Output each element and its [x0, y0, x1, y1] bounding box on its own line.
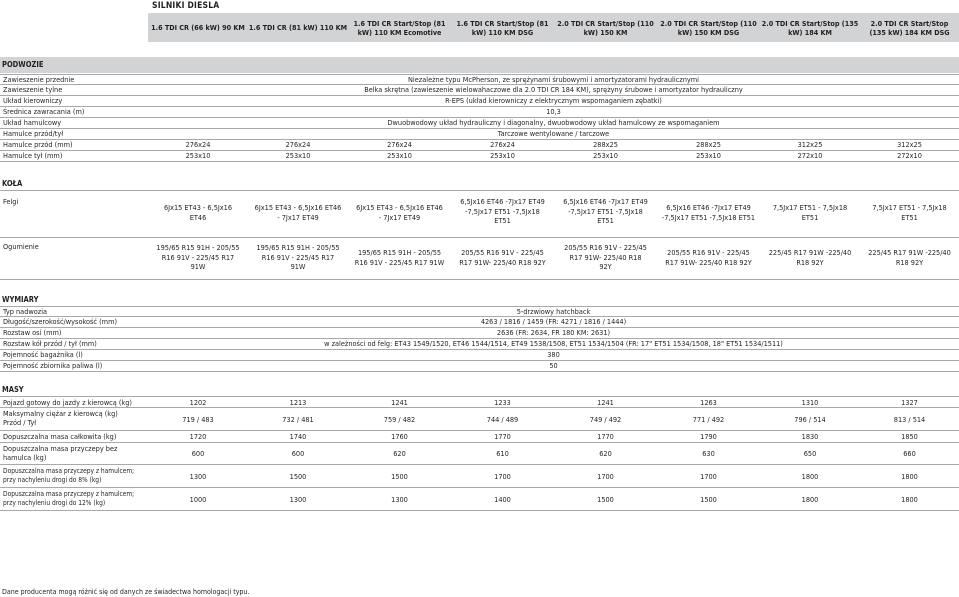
- mass-cell: 1720: [189, 432, 207, 441]
- brake-cell: 253x10: [696, 151, 721, 160]
- mass-cell: 719 / 483: [182, 415, 214, 424]
- mass-cell: 1800: [901, 495, 918, 504]
- mass-cell: 1300: [391, 495, 408, 504]
- mass-cell: 1213: [289, 398, 307, 407]
- brake-cell: 276x24: [490, 140, 515, 149]
- engine-column-header: 1.6 TDI CR Start/Stop (81 kW) 110 KM Ecomotive: [353, 18, 446, 37]
- tyre-cell: 225/45 R17 91W -225/40 R18 92Y: [868, 248, 951, 267]
- row-label: Zawieszenie przednie: [3, 75, 75, 84]
- engine-column-header: 2.0 TDI CR Start/Stop (135 kW) 184 KM: [761, 18, 859, 37]
- tyre-cell: 205/55 R16 91V - 225/45 R17 91W- 225/40 R18 92Y: [665, 248, 752, 267]
- row-label: Felgi: [3, 197, 19, 206]
- mass-cell: 1000: [189, 495, 207, 504]
- engines-header-title: SILNIKI DIESLA: [152, 1, 220, 11]
- mass-row: [0, 396, 959, 408]
- mass-cell: 1700: [494, 472, 511, 481]
- dimension-row: [0, 306, 959, 317]
- tyre-cell: 195/65 R15 91H - 205/55 R16 91V - 225/45 R17 91W: [354, 248, 445, 267]
- mass-cell: 1790: [700, 432, 717, 441]
- mass-row: [0, 443, 959, 465]
- dimension-row: [0, 328, 959, 339]
- row-label: Układ kierowniczy: [3, 96, 63, 105]
- mass-cell: 749 / 492: [589, 415, 622, 424]
- mass-cell: 1700: [700, 472, 717, 481]
- mass-cell: 600: [291, 449, 305, 458]
- engine-column-header: 1.6 TDI CR Start/Stop (81 kW) 110 KM DSG: [456, 18, 549, 37]
- mass-cell: 1800: [901, 472, 918, 481]
- row-value: R-EPS (układ kierowniczy z elektrycznym wspomaganiem zębatki): [445, 96, 662, 105]
- mass-cell: 1770: [597, 432, 614, 441]
- brake-cell: 253x10: [387, 151, 412, 160]
- mass-cell: 1700: [597, 472, 614, 481]
- mass-cell: 1800: [801, 495, 819, 504]
- mass-row: [0, 488, 959, 511]
- brake-cell: 312x25: [797, 140, 823, 149]
- dimension-row: [0, 317, 959, 328]
- engine-column-header: 1.6 TDI CR (66 kW) 90 KM: [151, 23, 245, 32]
- brake-cell: 253x10: [593, 151, 618, 160]
- brake-cell: 253x10: [490, 151, 515, 160]
- mass-cell: 1770: [494, 432, 511, 441]
- mass-cell: 1327: [901, 398, 918, 407]
- row-label: Dopuszczalna masa przyczepy z hamulcem; przy nachyleniu drogi do 12% (kg): [3, 490, 135, 507]
- dimension-row: [0, 361, 959, 372]
- row-label: Pojazd gotowy do jazdy z kierowcą (kg): [3, 398, 132, 407]
- row-label: Typ nadwozia: [3, 307, 48, 316]
- brake-cell: 276x24: [387, 140, 412, 149]
- row-label: Rozstaw kół przód / tył (mm): [3, 339, 97, 348]
- spec-row: [0, 118, 959, 129]
- brake-cell: 253x10: [285, 151, 311, 160]
- rim-cell: 6,5Jx16 ET46 -7Jx17 ET49 -7,5Jx17 ET51 -7,5Jx18 ET51: [460, 197, 545, 225]
- rim-cell: 6Jx15 ET43 - 6,5Jx16 ET46 - 7Jx17 ET49: [254, 203, 342, 222]
- row-value: Belka skrętna (zawieszenie wielowahaczowe dla 2.0 TDI CR 184 KM), sprężyny śrubowe i amortyzator hydrauliczny: [364, 85, 743, 94]
- mass-cell: 660: [903, 449, 916, 458]
- dimension-row: [0, 350, 959, 361]
- mass-cell: 1241: [391, 398, 408, 407]
- section-title: KOŁA: [2, 179, 23, 188]
- mass-cell: 1500: [700, 495, 717, 504]
- brake-row: [0, 151, 959, 162]
- mass-cell: 620: [393, 449, 406, 458]
- row-label: Ogumienie: [3, 242, 39, 251]
- mass-cell: 1400: [494, 495, 511, 504]
- row-label: Układ hamulcowy: [3, 118, 62, 127]
- row-value: 380: [547, 350, 560, 359]
- wheel-row: [0, 190, 959, 238]
- row-value: 5-drzwiowy hatchback: [516, 307, 591, 316]
- brake-cell: 272x10: [897, 151, 922, 160]
- mass-cell: 620: [599, 449, 612, 458]
- engine-column-header: 1.6 TDI CR (81 kW) 110 KM: [248, 23, 348, 32]
- brake-cell: 276x24: [185, 140, 211, 149]
- engine-column-header: 2.0 TDI CR Start/Stop (110 kW) 150 KM: [557, 18, 654, 37]
- mass-cell: 1850: [901, 432, 918, 441]
- mass-cell: 1760: [391, 432, 408, 441]
- mass-cell: 771 / 492: [692, 415, 725, 424]
- tyre-cell: 195/65 R15 91H - 205/55 R16 91V - 225/45 R17 91W: [156, 243, 240, 271]
- row-value: Tarczowe wentylowane / tarczowe: [497, 129, 610, 138]
- row-label: Dopuszczalna masa przyczepy bez hamulca (kg): [3, 444, 118, 462]
- row-label: Hamulce przód (mm): [3, 140, 73, 149]
- row-label: Zawieszenie tylne: [3, 85, 63, 94]
- spec-row: [0, 129, 959, 140]
- mass-cell: 1830: [801, 432, 819, 441]
- mass-cell: 1241: [597, 398, 614, 407]
- tyre-cell: 205/55 R16 91V - 225/45 R17 91W- 225/40 R18 92Y: [459, 248, 546, 267]
- brake-cell: 253x10: [185, 151, 211, 160]
- mass-cell: 1263: [700, 398, 717, 407]
- rim-cell: 7,5Jx17 ET51 - 7,5Jx18 ET51: [772, 203, 848, 222]
- mass-row: [0, 431, 959, 443]
- mass-cell: 732 / 481: [282, 415, 314, 424]
- footnote: Dane producenta mogą różnić się od danych ze świadectwa homologacji typu.: [2, 588, 250, 596]
- mass-cell: 1310: [801, 398, 819, 407]
- mass-cell: 1300: [189, 472, 207, 481]
- mass-cell: 796 / 514: [794, 415, 826, 424]
- row-value: 2636 (FR: 2634, FR 180 KM: 2631): [496, 328, 611, 337]
- row-label: Dopuszczalna masa całkowita (kg): [3, 432, 117, 441]
- rim-cell: 7,5Jx17 ET51 - 7,5Jx18 ET51: [872, 203, 947, 222]
- rim-cell: 6,5Jx16 ET46 -7Jx17 ET49 -7,5Jx17 ET51 -7,5Jx18 ET51: [563, 197, 648, 225]
- section-title: WYMIARY: [2, 295, 39, 304]
- row-label: Długość/szerokość/wysokość (mm): [3, 317, 118, 326]
- row-value: 50: [549, 361, 558, 370]
- mass-cell: 744 / 489: [486, 415, 519, 424]
- row-label: Dopuszczalna masa przyczepy z hamulcem; przy nachyleniu drogi do 8% (kg): [3, 467, 135, 484]
- brake-cell: 276x24: [285, 140, 311, 149]
- row-value: Dwuobwodowy układ hydrauliczny i diagonalny, dwuobwodowy układ hamulcowy ze wspomaganiem: [387, 118, 720, 127]
- mass-cell: 1740: [289, 432, 307, 441]
- mass-cell: 610: [496, 449, 509, 458]
- tyre-cell: 195/65 R15 91H - 205/55 R16 91V - 225/45 R17 91W: [256, 243, 340, 271]
- engine-column-header: 2.0 TDI CR Start/Stop (135 kW) 184 KM DSG: [869, 18, 950, 37]
- rim-cell: 6Jx15 ET43 - 6,5Jx16 ET46 - 7Jx17 ET49: [356, 203, 443, 222]
- mass-cell: 1500: [289, 472, 307, 481]
- tyre-cell: 205/55 R16 91V - 225/45 R17 91W- 225/40 R18 92Y: [564, 243, 647, 271]
- brake-cell: 272x10: [797, 151, 823, 160]
- spec-row: [0, 107, 959, 118]
- mass-cell: 600: [191, 449, 205, 458]
- row-label: Średnica zawracania (m): [3, 107, 85, 116]
- mass-cell: 1500: [597, 495, 614, 504]
- dimension-row: [0, 339, 959, 350]
- row-label: Pojemność zbiornika paliwa (l): [3, 361, 103, 370]
- mass-row: [0, 465, 959, 488]
- tyre-cell: 225/45 R17 91W -225/40 R18 92Y: [768, 248, 852, 267]
- mass-cell: 1202: [189, 398, 207, 407]
- mass-row: [0, 408, 959, 431]
- brake-cell: 312x25: [897, 140, 922, 149]
- mass-cell: 630: [702, 449, 715, 458]
- brake-cell: 288x25: [593, 140, 618, 149]
- spec-row: [0, 85, 959, 96]
- row-value: w zależności od felg: ET43 1549/1520, ET46 1544/1514, ET49 1538/1508, ET51 1534/1504 (FR: 17" ET51 1534/1508, 18" ET51 1534/1511): [324, 339, 783, 348]
- rim-cell: 6Jx15 ET43 - 6,5Jx16 ET46: [163, 203, 233, 222]
- mass-cell: 1233: [494, 398, 511, 407]
- brake-cell: 288x25: [696, 140, 721, 149]
- row-value: Niezależne typu McPherson, ze sprężynami śrubowymi i amortyzatorami hydraulicznymi: [408, 75, 699, 84]
- mass-cell: 1800: [801, 472, 819, 481]
- row-label: Rozstaw osi (mm): [3, 328, 62, 337]
- mass-cell: 650: [803, 449, 817, 458]
- mass-cell: 1500: [391, 472, 408, 481]
- wheel-row: [0, 238, 959, 280]
- rim-cell: 6,5Jx16 ET46 -7Jx17 ET49 -7,5Jx17 ET51 -7,5Jx18 ET51: [661, 203, 756, 222]
- section-title: MASY: [2, 385, 24, 394]
- row-label: Hamulce tył (mm): [3, 151, 63, 160]
- row-value: 10,3: [546, 107, 561, 116]
- mass-cell: 1300: [289, 495, 307, 504]
- spec-row: [0, 74, 959, 85]
- brake-row: [0, 140, 959, 151]
- mass-cell: 759 / 482: [383, 415, 416, 424]
- spec-row: [0, 96, 959, 107]
- section-podwozie: [0, 57, 959, 73]
- row-label: Pojemność bagażnika (l): [3, 350, 83, 359]
- row-value: 4263 / 1816 / 1459 (FR: 4271 / 1816 / 1444): [480, 317, 627, 326]
- row-label: Hamulce przód/tył: [3, 129, 64, 138]
- engine-column-header: 2.0 TDI CR Start/Stop (110 kW) 150 KM DSG: [660, 18, 757, 37]
- row-label: Maksymalny ciężar z kierowcą (kg) Przód / Tył: [3, 409, 118, 427]
- section-title: PODWOZIE: [2, 60, 44, 69]
- mass-cell: 813 / 514: [893, 415, 926, 424]
